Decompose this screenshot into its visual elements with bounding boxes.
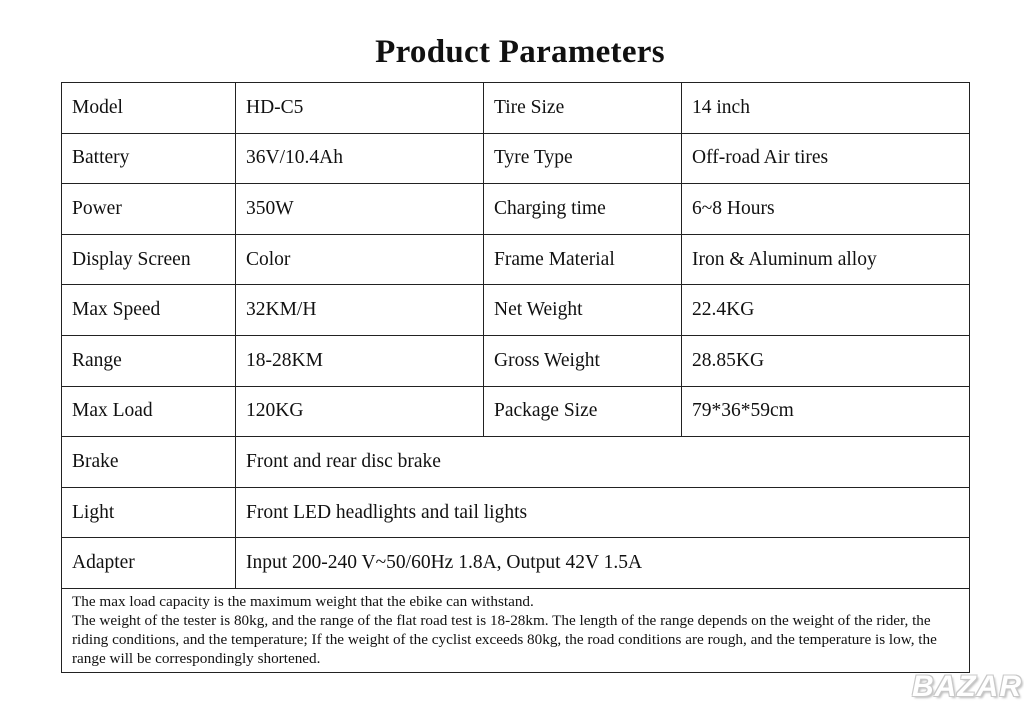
note-text: The max load capacity is the maximum weight that the ebike can withstand. xyxy=(72,592,534,610)
param-label: Gross Weight xyxy=(484,335,682,386)
param-value: 6~8 Hours xyxy=(682,184,970,235)
param-value: Iron & Aluminum alloy xyxy=(682,234,970,285)
param-label: Tyre Type xyxy=(484,133,682,184)
table-row xyxy=(62,538,970,589)
watermark-logo: BAZAR xyxy=(912,670,1022,703)
param-value: Front and rear disc brake xyxy=(236,437,970,488)
table-row xyxy=(62,234,970,285)
table-row xyxy=(62,133,970,184)
param-label: Max Speed xyxy=(62,285,236,336)
param-label: Charging time xyxy=(484,184,682,235)
table-row xyxy=(62,386,970,437)
param-label: Package Size xyxy=(484,386,682,437)
param-value: 32KM/H xyxy=(236,285,484,336)
page-title: Product Parameters xyxy=(375,34,665,70)
param-value: 350W xyxy=(236,184,484,235)
notes-row xyxy=(62,588,970,672)
param-label: Power xyxy=(62,184,236,235)
param-value: Color xyxy=(236,234,484,285)
param-value: 36V/10.4Ah xyxy=(236,133,484,184)
parameters-table xyxy=(61,82,970,673)
param-label: Range xyxy=(62,335,236,386)
param-value: 14 inch xyxy=(682,83,970,134)
table-row xyxy=(62,83,970,134)
param-label: Model xyxy=(62,83,236,134)
table-row xyxy=(62,285,970,336)
param-label: Frame Material xyxy=(484,234,682,285)
note-text: The weight of the tester is 80kg, and the range of the flat road test is 18-28km. The length of the range depends on the weight of the rider, the riding conditions, and the temperature; If the weight of the cyclist exceeds 80kg, the road conditions are rough, and the temperature is low, the range will be correspondingly shortened. xyxy=(72,611,937,667)
param-value: 22.4KG xyxy=(682,285,970,336)
param-value: Off-road Air tires xyxy=(682,133,970,184)
param-label: Display Screen xyxy=(62,234,236,285)
param-label: Max Load xyxy=(62,386,236,437)
param-label: Tire Size xyxy=(484,83,682,134)
param-label: Light xyxy=(62,487,236,538)
param-value: Input 200-240 V~50/60Hz 1.8A, Output 42V 1.5A xyxy=(236,538,970,589)
table-row xyxy=(62,184,970,235)
param-label: Battery xyxy=(62,133,236,184)
notes-cell xyxy=(62,588,970,672)
param-value: 28.85KG xyxy=(682,335,970,386)
param-value: HD-C5 xyxy=(236,83,484,134)
table-row xyxy=(62,487,970,538)
param-label: Brake xyxy=(62,437,236,488)
param-value: 120KG xyxy=(236,386,484,437)
param-label: Adapter xyxy=(62,538,236,589)
param-value: 18-28KM xyxy=(236,335,484,386)
param-value: Front LED headlights and tail lights xyxy=(236,487,970,538)
table-row xyxy=(62,335,970,386)
param-value: 79*36*59cm xyxy=(682,386,970,437)
param-label: Net Weight xyxy=(484,285,682,336)
table-row xyxy=(62,437,970,488)
